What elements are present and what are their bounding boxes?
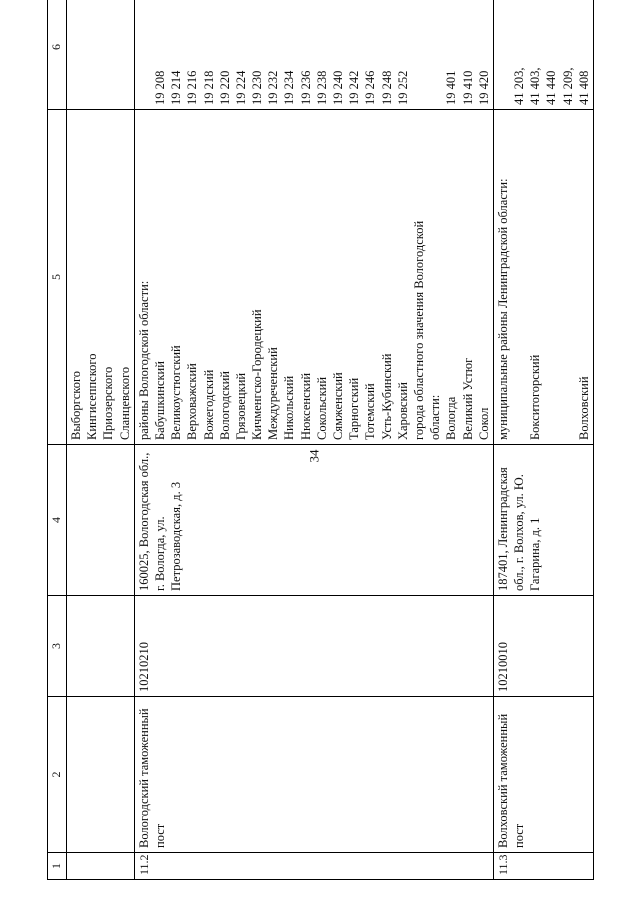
table-row-continuation bbox=[67, 0, 135, 880]
cell-empty bbox=[67, 0, 135, 110]
area-item: Великоустюгский bbox=[169, 345, 184, 440]
column-header-3: 3 bbox=[48, 596, 67, 697]
okato-code: 41 440 bbox=[544, 70, 559, 105]
area-header: муниципальные районы Ленинградской области: bbox=[495, 178, 510, 440]
area-item: Великий Устюг bbox=[460, 357, 475, 440]
area-item: Вологодский bbox=[217, 371, 232, 440]
spacer bbox=[543, 114, 559, 440]
customs-posts-table bbox=[47, 0, 594, 880]
table-row bbox=[493, 0, 593, 880]
okato-code: 19 236 bbox=[298, 70, 313, 105]
okato-code: 19 208 bbox=[152, 70, 167, 105]
okato-code: 19 248 bbox=[379, 70, 394, 105]
okato-code bbox=[136, 0, 152, 105]
column-header-5: 5 bbox=[48, 110, 67, 445]
area-item: Верховажский bbox=[185, 363, 200, 440]
page-number: 34 bbox=[306, 449, 322, 463]
okato-code: 19 246 bbox=[363, 70, 378, 105]
table-row bbox=[134, 0, 493, 880]
okato-code: 19 234 bbox=[282, 70, 297, 105]
column-header-4: 4 bbox=[48, 445, 67, 596]
okato-code: 19 420 bbox=[476, 70, 491, 105]
okato-codes-cell bbox=[134, 0, 493, 110]
areas-cell bbox=[134, 110, 493, 445]
area-item: Междуреченский bbox=[266, 347, 281, 440]
area-item: Вожегодский bbox=[201, 369, 216, 440]
district-item: Кингисеппского bbox=[85, 353, 100, 440]
area-item: Бокситогорский bbox=[528, 354, 543, 440]
area-item: Нюксенский bbox=[298, 372, 313, 440]
area-item: Сокольский bbox=[314, 376, 329, 440]
cell-empty bbox=[67, 596, 135, 697]
okato-code: 41 209, bbox=[560, 67, 575, 105]
column-header-row bbox=[48, 0, 67, 880]
okato-code: 19 218 bbox=[201, 70, 216, 105]
column-header-1: 1 bbox=[48, 853, 67, 880]
okato-code: 41 203, bbox=[512, 67, 527, 105]
okato-code: 19 401 bbox=[444, 70, 459, 105]
column-header-6: 6 bbox=[48, 0, 67, 110]
areas-cell bbox=[493, 110, 593, 445]
post-name: Волховский таможенный пост bbox=[493, 697, 593, 853]
okato-code: 19 224 bbox=[233, 70, 248, 105]
post-address: 160025, Вологодская обл., г. Вологда, ул. Петрозаводская, д. 3 bbox=[134, 445, 493, 596]
okato-code: 19 214 bbox=[169, 70, 184, 105]
post-code: 10210010 bbox=[493, 596, 593, 697]
district-item: Выборгского bbox=[69, 370, 83, 440]
area-item: Никольский bbox=[282, 375, 297, 440]
area-item: Харовский bbox=[395, 382, 410, 440]
row-number: 11.2 bbox=[134, 853, 493, 880]
okato-codes-cell bbox=[493, 0, 593, 110]
okato-code: 19 232 bbox=[266, 70, 281, 105]
area-item: Волховский bbox=[576, 376, 591, 440]
okato-code: 19 252 bbox=[395, 70, 410, 105]
okato-code: 41 408 bbox=[576, 70, 591, 105]
district-item: Сланцевского bbox=[117, 366, 132, 440]
post-address: 187401, Ленинградская обл., г. Волхов, ул. Ю. Гагарина, д. 1 bbox=[493, 445, 593, 596]
area-item: Сокол bbox=[476, 407, 491, 440]
area-item: Кичменгско-Городецкий bbox=[250, 309, 265, 440]
area-item: города областного значения Вологодской bbox=[411, 220, 426, 440]
cell-empty bbox=[67, 445, 135, 596]
area-item: области: bbox=[428, 394, 443, 440]
area-item: Усть-Кубинский bbox=[379, 353, 394, 440]
row-number: 11.3 bbox=[493, 853, 593, 880]
okato-code: 41 403, bbox=[528, 67, 543, 105]
cell-empty bbox=[67, 853, 135, 880]
okato-code: 19 238 bbox=[314, 70, 329, 105]
okato-code: 19 242 bbox=[347, 70, 362, 105]
column-header-2: 2 bbox=[48, 697, 67, 853]
rotated-table-page bbox=[47, 15, 602, 880]
area-item: Тотемский bbox=[363, 383, 378, 440]
district-item: Приозерского bbox=[101, 366, 116, 440]
area-item: Вологда bbox=[444, 396, 459, 440]
okato-code: 19 230 bbox=[250, 70, 265, 105]
spacer bbox=[559, 114, 575, 440]
okato-code: 19 240 bbox=[331, 70, 345, 105]
okato-code: 19 220 bbox=[217, 70, 232, 105]
area-item: Бабушкинский bbox=[152, 361, 167, 440]
area-item: Тарногский bbox=[347, 377, 362, 440]
area-item: Грязовецкий bbox=[233, 372, 248, 440]
okato-code bbox=[411, 0, 427, 105]
area-item: Сямженский bbox=[331, 372, 345, 440]
cell-empty bbox=[67, 697, 135, 853]
districts-cell bbox=[67, 110, 135, 445]
okato-code: 19 216 bbox=[185, 70, 200, 105]
spacer bbox=[495, 0, 511, 105]
okato-code bbox=[427, 0, 443, 105]
okato-code: 19 410 bbox=[460, 70, 475, 105]
post-code: 10210210 bbox=[134, 596, 493, 697]
post-name: Вологодский таможенный пост bbox=[134, 697, 493, 853]
area-item: районы Вологодской области: bbox=[136, 280, 151, 440]
